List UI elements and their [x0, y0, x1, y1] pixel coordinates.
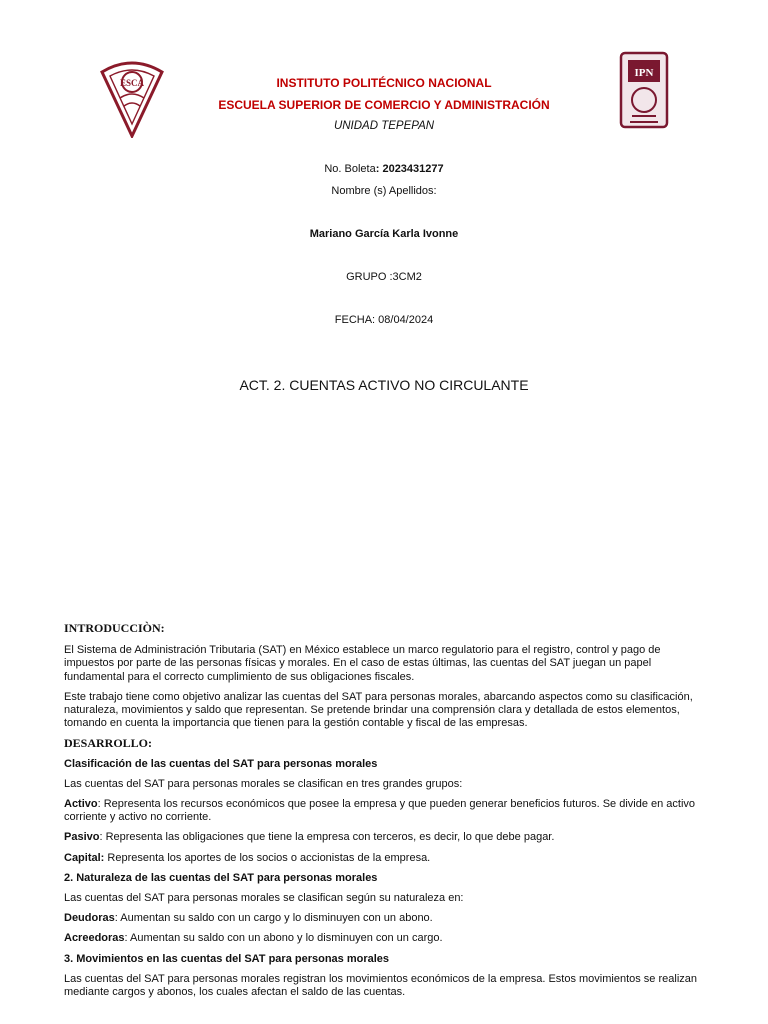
- ipn-logo-text: IPN: [634, 67, 654, 79]
- intro-paragraph-2: Este trabajo tiene como objetivo analizar las cuentas del SAT para personas morales, abarcando aspectos como su clasificación, naturaleza, movimientos y saldo que representan. Se pretende brindar una comprensión clara y detallada de estos elementos, tomando en cuenta la importancia que tienen para la gestión contable y fiscal de las empresas.: [64, 690, 693, 730]
- pasivo-text: : Representa las obligaciones que tiene la empresa con terceros, es decir, lo que debe pagar.: [99, 831, 555, 844]
- development-heading: DESARROLLO:: [64, 736, 153, 751]
- acreedoras-text: : Aumentan su saldo con un abono y lo disminuyen con un cargo.: [124, 932, 443, 945]
- activo-text: : Representa los recursos económicos que posee la empresa y que pueden generar beneficios futuros. Se divide en activo corriente y activo no corriente.: [64, 798, 696, 824]
- deudoras-text: : Aumentan su saldo con un cargo y lo disminuyen con un abono.: [114, 912, 433, 925]
- activo-item: [64, 798, 706, 824]
- capital-text: Representa los aportes de los socios o accionistas de la empresa.: [104, 851, 431, 864]
- nature-intro: Las cuentas del SAT para personas morales se clasifican según su naturaleza en:: [64, 892, 464, 905]
- ipn-logo: [618, 50, 670, 130]
- student-name: Mariano García Karla Ivonne: [309, 228, 459, 240]
- movements-heading: 3. Movimientos en las cuentas del SAT para personas morales: [64, 952, 390, 965]
- deudoras-term: Deudoras: [64, 912, 115, 925]
- unit-title: UNIDAD TEPEPAN: [333, 120, 435, 132]
- activity-title: ACT. 2. CUENTAS ACTIVO NO CIRCULANTE: [239, 377, 529, 393]
- deudoras-item: [64, 912, 706, 925]
- classification-heading: Clasificación de las cuentas del SAT para personas morales: [64, 757, 378, 770]
- institution-title: INSTITUTO POLITÉCNICO NACIONAL: [276, 76, 492, 90]
- date-line: FECHA: 08/04/2024: [334, 314, 434, 326]
- group-line: GRUPO :3CM2: [346, 271, 422, 283]
- acreedoras-item: [64, 932, 706, 945]
- pasivo-item: [64, 831, 706, 844]
- intro-heading: INTRODUCCIÒN:: [64, 621, 165, 635]
- acreedoras-term: Acreedoras: [64, 932, 125, 945]
- classification-intro: Las cuentas del SAT para personas morales se clasifican en tres grandes grupos:: [64, 777, 463, 790]
- intro-paragraph-1: El Sistema de Administración Tributaria (SAT) en México establece un marco regulatorio para el registro, control y pago de impuestos por parte de las personas físicas y morales. En el caso de estas últimas, las cuentas del SAT juegan un papel fundamental para el correcto cumplimiento de sus obligaciones fiscales.: [64, 644, 661, 683]
- boleta-line: [0, 163, 768, 175]
- name-label: Nombre (s) Apellidos:: [331, 185, 437, 197]
- boleta-value: : 2023431277: [375, 163, 444, 175]
- boleta-label: No. Boleta: [324, 163, 376, 175]
- capital-item: [64, 852, 706, 865]
- movements-text: Las cuentas del SAT para personas morales registran los movimientos económicos de la empresa. Estos movimientos se realizan mediante cargos y abonos, los cuales afectan el saldo de las cuentas.: [64, 972, 697, 999]
- activo-term: Activo: [64, 798, 98, 811]
- esca-logo-text: ESCA: [119, 78, 145, 88]
- school-title: ESCUELA SUPERIOR DE COMERCIO Y ADMINISTRACIÓN: [218, 98, 550, 112]
- document-body: [64, 622, 706, 1006]
- pasivo-term: Pasivo: [64, 831, 100, 844]
- capital-term: Capital:: [64, 851, 105, 864]
- nature-heading: 2. Naturaleza de las cuentas del SAT para personas morales: [64, 871, 378, 884]
